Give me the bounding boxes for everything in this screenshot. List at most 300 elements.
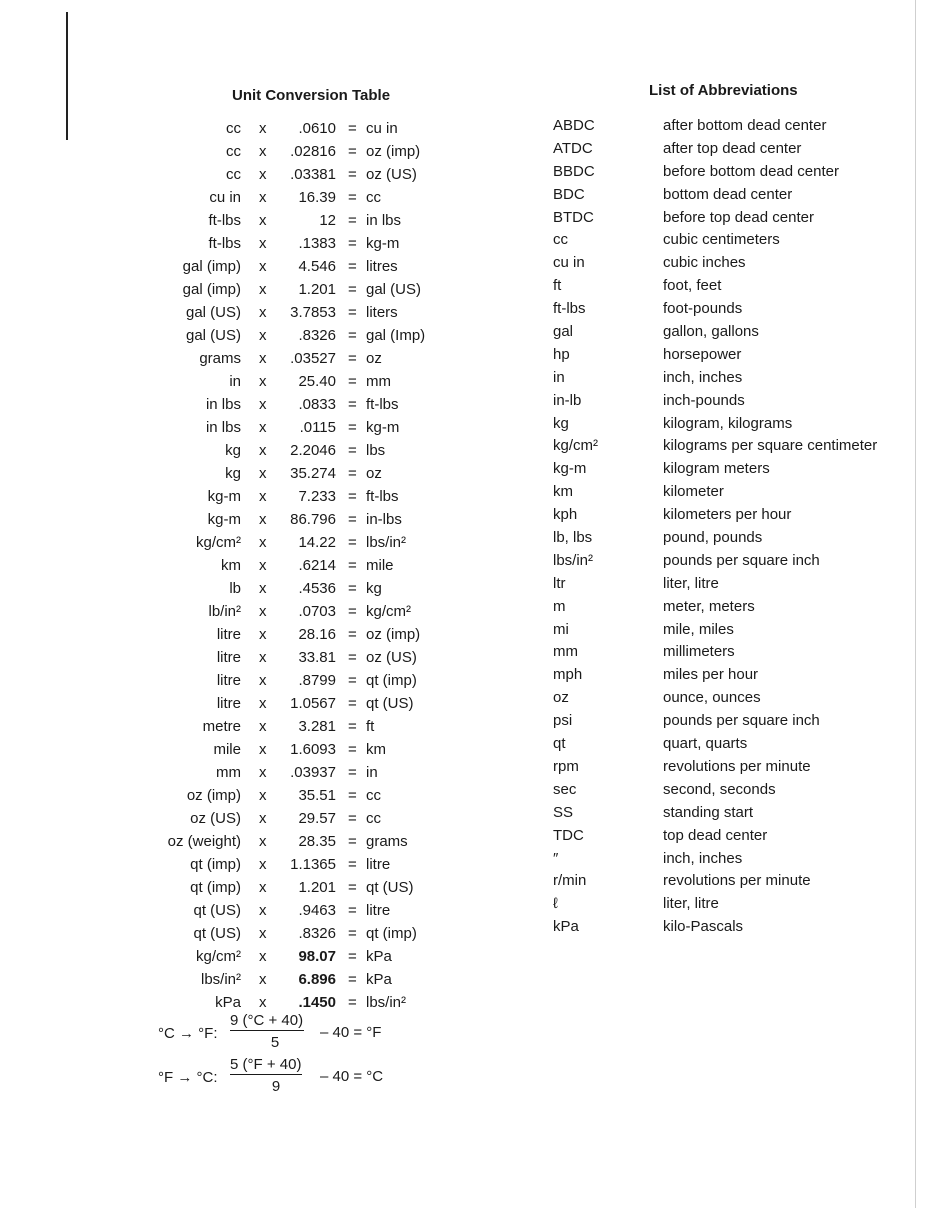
conversion-factor: 86.796 — [290, 511, 336, 528]
equals-sign: = — [348, 419, 357, 436]
unit-to: qt (imp) — [366, 672, 417, 689]
equals-sign: = — [348, 120, 357, 137]
unit-from: kg — [225, 442, 241, 459]
abbreviation-row — [0, 620, 915, 643]
equals-sign: = — [348, 580, 357, 597]
conversion-factor: .8799 — [298, 672, 336, 689]
abbreviation-row — [0, 322, 915, 345]
abbreviation: BTDC — [553, 208, 594, 226]
unit-from: mm — [216, 764, 241, 781]
abbreviation-row — [0, 459, 915, 482]
conversion-factor: .8326 — [298, 925, 336, 942]
unit-to: ft-lbs — [366, 396, 399, 413]
unit-from: oz (US) — [190, 810, 241, 827]
abbreviation-row — [0, 894, 915, 917]
multiply-sign: x — [259, 695, 267, 712]
unit-to: ft-lbs — [366, 488, 399, 505]
abbreviation-meaning: horsepower — [663, 345, 742, 363]
conversion-factor: 1.0567 — [290, 695, 336, 712]
unit-from: cc — [226, 143, 241, 160]
abbreviation-row — [0, 253, 915, 276]
conversion-factor: .0703 — [298, 603, 336, 620]
unit-to: km — [366, 741, 386, 758]
equals-sign: = — [348, 143, 357, 160]
abbreviation: oz — [553, 689, 569, 707]
abbreviation-row — [0, 803, 915, 826]
abbreviation-row — [0, 208, 915, 231]
unit-from: litre — [216, 695, 241, 712]
multiply-sign: x — [259, 419, 267, 436]
unit-to: oz (US) — [366, 166, 417, 183]
unit-to: litre — [366, 902, 391, 919]
unit-from: km — [221, 557, 241, 574]
unit-to: mm — [366, 373, 391, 390]
unit-to: oz — [366, 465, 382, 482]
multiply-sign: x — [259, 787, 267, 804]
multiply-sign: x — [259, 810, 267, 827]
abbreviation-meaning: inch, inches — [663, 849, 743, 867]
equals-sign: = — [348, 350, 357, 367]
abbreviation-meaning: millimeters — [663, 643, 735, 661]
abbreviation-row — [0, 917, 915, 940]
unit-to: qt (US) — [366, 695, 414, 712]
abbreviation-list — [0, 116, 915, 940]
equals-sign: = — [348, 879, 357, 896]
abbreviation: sec — [553, 780, 577, 798]
unit-to: kg-m — [366, 235, 400, 252]
abbreviation-meaning: kilometer — [663, 483, 724, 501]
multiply-sign: x — [259, 465, 267, 482]
unit-to: grams — [366, 833, 408, 850]
abbreviation-row — [0, 871, 915, 894]
abbreviation: ft — [553, 277, 562, 295]
equals-sign: = — [348, 925, 357, 942]
abbreviation-meaning: inch-pounds — [663, 391, 745, 409]
abbreviation: qt — [553, 735, 566, 753]
equals-sign: = — [348, 327, 357, 344]
multiply-sign: x — [259, 971, 267, 988]
conversion-factor: 35.51 — [298, 787, 336, 804]
abbreviation: BBDC — [553, 162, 595, 180]
equals-sign: = — [348, 971, 357, 988]
formula-label: °C → °F: — [158, 1025, 218, 1042]
conversion-factor: .03937 — [290, 764, 336, 781]
unit-to: mile — [366, 557, 394, 574]
abbreviation-meaning: inch, inches — [663, 368, 743, 386]
conversion-factor: .8326 — [298, 327, 336, 344]
unit-from: litre — [216, 626, 241, 643]
conversion-factor: .03527 — [290, 350, 336, 367]
page-edge-line — [915, 0, 916, 1208]
abbreviation-meaning: ounce, ounces — [663, 689, 761, 707]
equals-sign: = — [348, 373, 357, 390]
unit-to: cc — [366, 189, 381, 206]
equals-sign: = — [348, 672, 357, 689]
unit-from: qt (US) — [193, 902, 241, 919]
abbreviation-row — [0, 391, 915, 414]
unit-to: kg/cm² — [366, 603, 411, 620]
abbreviation: gal — [553, 323, 574, 341]
abbreviation: lbs/in² — [553, 551, 594, 569]
conversion-factor: .9463 — [298, 902, 336, 919]
multiply-sign: x — [259, 856, 267, 873]
formula-result: – 40 = °C — [320, 1068, 384, 1085]
equals-sign: = — [348, 442, 357, 459]
conversion-factor: .0610 — [298, 120, 336, 137]
multiply-sign: x — [259, 902, 267, 919]
abbreviation: SS — [553, 803, 574, 821]
abbreviation-meaning: meter, meters — [663, 597, 755, 615]
abbreviation: ABDC — [553, 117, 595, 134]
unit-from: oz (weight) — [167, 833, 241, 850]
abbreviation-meaning: kilo-Pascals — [663, 918, 744, 936]
conversion-factor: 33.81 — [298, 649, 336, 666]
abbreviation: rpm — [553, 757, 579, 775]
multiply-sign: x — [259, 511, 267, 528]
unit-to: gal (Imp) — [366, 327, 426, 344]
abbreviation-row — [0, 345, 915, 368]
multiply-sign: x — [259, 833, 267, 850]
conversion-factor: 1.201 — [298, 281, 336, 298]
conversion-factor: 3.281 — [298, 718, 336, 735]
conversion-factor: 6.896 — [298, 971, 336, 988]
conversion-factor: 98.07 — [298, 948, 336, 965]
abbreviation-meaning: liter, litre — [663, 895, 719, 913]
abbreviation: psi — [553, 712, 573, 730]
abbreviation-meaning: after top dead center — [663, 139, 802, 157]
unit-from: qt (US) — [193, 925, 241, 942]
abbreviation-meaning: after bottom dead center — [663, 117, 827, 134]
unit-from: mile — [213, 741, 241, 758]
multiply-sign: x — [259, 580, 267, 597]
abbreviation: in-lb — [553, 391, 582, 409]
conversion-factor: 28.16 — [298, 626, 336, 643]
abbreviation: TDC — [553, 826, 584, 844]
abbreviation-meaning: before bottom dead center — [663, 162, 839, 180]
unit-to: lbs/in² — [366, 994, 407, 1011]
abbreviation-meaning: revolutions per minute — [663, 872, 811, 890]
unit-from: gal (US) — [185, 327, 241, 344]
unit-from: ft-lbs — [208, 235, 241, 252]
unit-to: in lbs — [366, 212, 402, 229]
conversion-factor: 14.22 — [298, 534, 336, 551]
unit-to: cc — [366, 787, 381, 804]
abbreviation-meaning: kilogram meters — [663, 460, 770, 478]
abbreviation: km — [553, 483, 573, 501]
abbreviation-meaning: kilograms per square centimeter — [663, 437, 878, 455]
unit-to: cc — [366, 810, 381, 827]
conversion-factor: .1450 — [298, 994, 336, 1011]
abbreviation-row — [0, 688, 915, 711]
abbreviation: ltr — [553, 574, 566, 592]
unit-to: gal (US) — [366, 281, 422, 298]
unit-from: gal (imp) — [182, 281, 241, 298]
conversion-factor: 29.57 — [298, 810, 336, 827]
unit-from: cc — [226, 166, 241, 183]
unit-from: qt (imp) — [190, 879, 241, 896]
equals-sign: = — [348, 557, 357, 574]
unit-from: ft-lbs — [208, 212, 241, 229]
equals-sign: = — [348, 741, 357, 758]
equals-sign: = — [348, 396, 357, 413]
formula-label: °F → °C: — [158, 1069, 218, 1086]
multiply-sign: x — [259, 258, 267, 275]
abbreviation: in — [553, 368, 565, 386]
abbreviation: mm — [553, 643, 578, 661]
equals-sign: = — [348, 488, 357, 505]
unit-to: kg — [366, 580, 382, 597]
formula-denominator: 5 — [270, 1034, 280, 1051]
abbreviation-row — [0, 665, 915, 688]
abbreviation-row — [0, 597, 915, 620]
abbreviation-row — [0, 299, 915, 322]
multiply-sign: x — [259, 350, 267, 367]
abbreviation-row — [0, 116, 915, 139]
unit-from: in lbs — [205, 419, 241, 436]
abbreviation: m — [553, 597, 566, 615]
unit-from: gal (imp) — [182, 258, 241, 275]
abbreviation-row — [0, 551, 915, 574]
unit-to: liters — [366, 304, 398, 321]
abbreviation-meaning: revolutions per minute — [663, 757, 811, 775]
multiply-sign: x — [259, 189, 267, 206]
abbreviation-row — [0, 826, 915, 849]
equals-sign: = — [348, 994, 357, 1011]
abbreviation-row — [0, 436, 915, 459]
abbreviation-row — [0, 528, 915, 551]
equals-sign: = — [348, 695, 357, 712]
multiply-sign: x — [259, 672, 267, 689]
conversion-row — [0, 945, 520, 968]
multiply-sign: x — [259, 327, 267, 344]
abbreviation: kg — [553, 414, 569, 432]
unit-to: oz (imp) — [366, 143, 421, 160]
conversion-factor: .0833 — [298, 396, 336, 413]
unit-from: litre — [216, 672, 241, 689]
multiply-sign: x — [259, 764, 267, 781]
equals-sign: = — [348, 603, 357, 620]
celsius-to-fahrenheit-formula — [158, 1012, 418, 1058]
equals-sign: = — [348, 189, 357, 206]
conversion-factor: 3.7853 — [290, 304, 336, 321]
equals-sign: = — [348, 235, 357, 252]
conversion-factor: 1.201 — [298, 879, 336, 896]
abbreviation-meaning: pounds per square inch — [663, 712, 820, 730]
abbreviation: BDC — [553, 185, 585, 203]
abbreviation-meaning: pounds per square inch — [663, 551, 820, 569]
abbreviation-meaning: cubic centimeters — [663, 231, 780, 249]
multiply-sign: x — [259, 166, 267, 183]
abbreviation-row — [0, 505, 915, 528]
multiply-sign: x — [259, 120, 267, 137]
abbreviation: cu in — [553, 254, 585, 272]
conversion-factor: .0115 — [299, 419, 336, 436]
unit-from: in lbs — [205, 396, 241, 413]
unit-from: kg/cm² — [196, 534, 241, 551]
multiply-sign: x — [259, 741, 267, 758]
equals-sign: = — [348, 833, 357, 850]
equals-sign: = — [348, 902, 357, 919]
unit-to: litres — [366, 258, 398, 275]
unit-to: lbs — [366, 442, 386, 459]
abbreviation: kPa — [553, 918, 579, 936]
abbreviation-row — [0, 185, 915, 208]
unit-to: ft — [366, 718, 375, 735]
abbreviation-meaning: pound, pounds — [663, 529, 763, 547]
unit-from: cc — [226, 120, 241, 137]
multiply-sign: x — [259, 281, 267, 298]
abbreviation-row — [0, 162, 915, 185]
abbreviation-row — [0, 368, 915, 391]
equals-sign: = — [348, 212, 357, 229]
conversion-row — [0, 968, 520, 991]
multiply-sign: x — [259, 488, 267, 505]
abbreviation: ℓ — [553, 895, 558, 913]
multiply-sign: x — [259, 718, 267, 735]
unit-to: cu in — [366, 120, 398, 137]
conversion-factor: 7.233 — [298, 488, 336, 505]
abbreviation: kg-m — [553, 460, 587, 478]
abbreviation-row — [0, 757, 915, 780]
abbreviation-row — [0, 574, 915, 597]
abbreviations-title: List of Abbreviations — [649, 82, 798, 99]
abbreviation-meaning: kilogram, kilograms — [663, 414, 793, 432]
equals-sign: = — [348, 534, 357, 551]
abbreviation: mi — [553, 620, 569, 638]
equals-sign: = — [348, 856, 357, 873]
equals-sign: = — [348, 281, 357, 298]
multiply-sign: x — [259, 304, 267, 321]
abbreviation: ft-lbs — [553, 300, 586, 318]
multiply-sign: x — [259, 879, 267, 896]
conversion-factor: 4.546 — [298, 258, 336, 275]
equals-sign: = — [348, 304, 357, 321]
equals-sign: = — [348, 649, 357, 666]
unit-from: gal (US) — [185, 304, 241, 321]
abbreviation-meaning: cubic inches — [663, 254, 746, 272]
unit-to: kg-m — [366, 419, 400, 436]
conversion-factor: 1.6093 — [290, 741, 336, 758]
formula-denominator: 9 — [271, 1078, 281, 1095]
abbreviation: kg/cm² — [553, 437, 598, 455]
abbreviation-meaning: liter, litre — [663, 574, 719, 592]
abbreviation-meaning: quart, quarts — [663, 735, 748, 753]
abbreviation-row — [0, 849, 915, 872]
multiply-sign: x — [259, 626, 267, 643]
abbreviation-row — [0, 482, 915, 505]
abbreviation: kph — [553, 506, 578, 524]
unit-from: metre — [202, 718, 241, 735]
abbreviation: mph — [553, 666, 583, 684]
conversion-factor: 12 — [319, 212, 336, 229]
abbreviation-row — [0, 642, 915, 665]
unit-from: kg-m — [207, 488, 241, 505]
abbreviation-meaning: foot, feet — [663, 277, 722, 295]
conversion-factor: .4536 — [298, 580, 336, 597]
abbreviation-meaning: before top dead center — [663, 208, 814, 226]
equals-sign: = — [348, 810, 357, 827]
abbreviation: lb, lbs — [553, 529, 593, 547]
conversion-factor: 16.39 — [298, 189, 336, 206]
unit-to: qt (US) — [366, 879, 414, 896]
equals-sign: = — [348, 166, 357, 183]
equals-sign: = — [348, 465, 357, 482]
formula-numerator: 9 (°C + 40) — [230, 1012, 304, 1029]
conversion-factor: 35.274 — [290, 465, 336, 482]
unit-from: qt (imp) — [190, 856, 241, 873]
abbreviation-row — [0, 276, 915, 299]
abbreviation-row — [0, 780, 915, 803]
multiply-sign: x — [259, 534, 267, 551]
unit-to: oz (imp) — [366, 626, 421, 643]
abbreviation: r/min — [553, 872, 587, 890]
unit-from: cu in — [209, 189, 241, 206]
equals-sign: = — [348, 258, 357, 275]
unit-from: kPa — [215, 994, 241, 1011]
equals-sign: = — [348, 511, 357, 528]
abbreviation-meaning: second, seconds — [663, 780, 776, 798]
unit-from: kg — [225, 465, 241, 482]
equals-sign: = — [348, 787, 357, 804]
multiply-sign: x — [259, 442, 267, 459]
abbreviation-meaning: mile, miles — [663, 620, 734, 638]
unit-to: in-lbs — [366, 511, 402, 528]
multiply-sign: x — [259, 948, 267, 965]
abbreviation: hp — [553, 345, 570, 363]
unit-from: lb/in² — [208, 603, 241, 620]
unit-to: kPa — [366, 971, 392, 988]
abbreviation-row — [0, 734, 915, 757]
equals-sign: = — [348, 718, 357, 735]
unit-from: litre — [216, 649, 241, 666]
conversion-table-title: Unit Conversion Table — [232, 87, 391, 104]
unit-to: lbs/in² — [366, 534, 407, 551]
fahrenheit-to-celsius-formula — [158, 1056, 418, 1102]
abbreviation-meaning: standing start — [663, 803, 754, 821]
equals-sign: = — [348, 764, 357, 781]
conversion-row — [0, 991, 520, 1014]
unit-to: oz — [366, 350, 382, 367]
multiply-sign: x — [259, 143, 267, 160]
conversion-factor: .1383 — [298, 235, 336, 252]
abbreviation-meaning: bottom dead center — [663, 185, 793, 203]
conversion-factor: .6214 — [298, 557, 336, 574]
multiply-sign: x — [259, 649, 267, 666]
multiply-sign: x — [259, 925, 267, 942]
unit-from: in — [229, 373, 241, 390]
conversion-factor: .02816 — [290, 143, 336, 160]
formula-result: – 40 = °F — [320, 1024, 382, 1041]
abbreviation-row — [0, 139, 915, 162]
conversion-factor: 1.1365 — [290, 856, 336, 873]
abbreviation-meaning: miles per hour — [663, 666, 759, 684]
unit-from: lbs/in² — [200, 971, 241, 988]
multiply-sign: x — [259, 373, 267, 390]
multiply-sign: x — [259, 212, 267, 229]
abbreviation: cc — [553, 231, 568, 249]
unit-from: kg-m — [207, 511, 241, 528]
unit-from: grams — [199, 350, 241, 367]
abbreviation-row — [0, 230, 915, 253]
multiply-sign: x — [259, 603, 267, 620]
abbreviation-meaning: top dead center — [663, 826, 768, 844]
abbreviation-meaning: kilometers per hour — [663, 506, 792, 524]
conversion-factor: 2.2046 — [290, 442, 336, 459]
abbreviation: ATDC — [553, 139, 593, 157]
unit-to: in — [366, 764, 378, 781]
multiply-sign: x — [259, 557, 267, 574]
abbreviation-row — [0, 414, 915, 437]
